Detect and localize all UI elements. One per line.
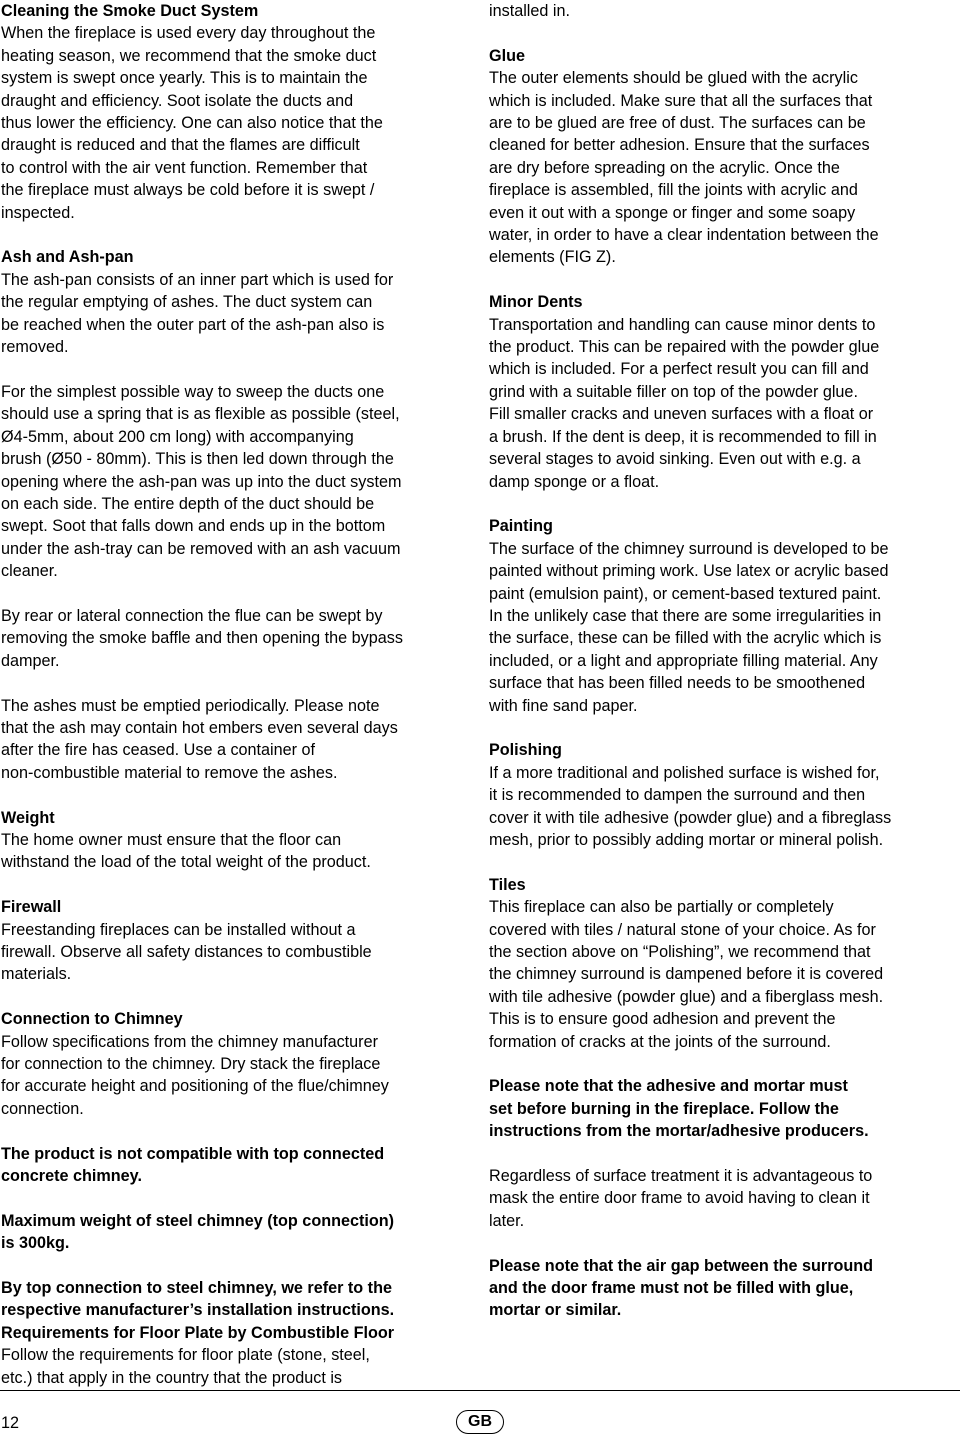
note-air-gap bbox=[489, 1255, 959, 1322]
note-top-connection bbox=[1, 1277, 471, 1322]
note-adhesive-mortar bbox=[489, 1075, 959, 1142]
text-line: Maximum weight of steel chimney (top connection) bbox=[1, 1211, 395, 1230]
section-weight bbox=[1, 807, 471, 874]
section-heading: Weight bbox=[1, 808, 55, 827]
text-line: be reached when the outer part of the ash-pan also is bbox=[1, 315, 385, 334]
text-line: Please note that the adhesive and mortar must bbox=[489, 1077, 848, 1096]
text-line: In the unlikely case that there are some irregularities in bbox=[489, 606, 882, 625]
text-line: are dry before spreading on the acrylic. Once the bbox=[489, 158, 840, 177]
note-not-compatible bbox=[1, 1143, 471, 1188]
text-line: grind with a suitable filler on top of the powder glue. bbox=[489, 382, 858, 401]
text-line: Regardless of surface treatment it is advantageous to bbox=[489, 1167, 873, 1186]
text-line: For the simplest possible way to sweep the ducts one bbox=[1, 382, 385, 401]
text-line: the section above on “Polishing”, we recommend that bbox=[489, 942, 871, 961]
text-line: The surface of the chimney surround is developed to be bbox=[489, 539, 889, 558]
text-line: By rear or lateral connection the flue can be swept by bbox=[1, 606, 383, 625]
section-painting bbox=[489, 515, 959, 717]
text-line: This is to ensure good adhesion and prevent the bbox=[489, 1010, 836, 1029]
paragraph-ashes bbox=[1, 695, 471, 785]
text-line: respective manufacturer’s installation instructions. bbox=[1, 1301, 395, 1320]
text-line: removing the smoke baffle and then opening the bypass bbox=[1, 629, 403, 648]
text-line: If a more traditional and polished surface is wished for, bbox=[489, 763, 880, 782]
text-line: instructions from the mortar/adhesive producers. bbox=[489, 1122, 869, 1141]
text-line: The product is not compatible with top connected bbox=[1, 1144, 385, 1163]
text-line: that the ash may contain hot embers even several days bbox=[1, 718, 398, 737]
text-line: etc.) that apply in the country that the product is bbox=[1, 1368, 343, 1387]
text-line: the surface, these can be filled with the acrylic which is bbox=[489, 629, 882, 648]
text-line: which is included. Make sure that all the surfaces that bbox=[489, 91, 873, 110]
section-heading: Requirements for Floor Plate by Combustible Floor bbox=[1, 1323, 395, 1342]
section-heading: Cleaning the Smoke Duct System bbox=[1, 2, 259, 20]
text-line: under the ash-tray can be removed with an ash vacuum bbox=[1, 539, 401, 558]
text-line: Please note that the air gap between the surround bbox=[489, 1256, 874, 1275]
section-smoke-duct bbox=[1, 0, 471, 224]
paragraph-continuation bbox=[489, 0, 959, 22]
text-line: The ash-pan consists of an inner part which is used for bbox=[1, 270, 394, 289]
text-line: damper. bbox=[1, 651, 60, 670]
text-line: even it out with a sponge or finger and some soapy bbox=[489, 203, 856, 222]
text-line: The ashes must be emptied periodically. Please note bbox=[1, 696, 380, 715]
text-line: it is recommended to dampen the surround and then bbox=[489, 786, 866, 805]
text-line: cover it with tile adhesive (powder glue) and a fibreglass bbox=[489, 808, 892, 827]
text-line: surface that has been filled needs to be smoothened bbox=[489, 674, 866, 693]
paragraph-sweeping bbox=[1, 381, 471, 583]
note-max-weight bbox=[1, 1210, 471, 1255]
text-line: the product. This can be repaired with the powder glue bbox=[489, 338, 880, 357]
text-line: for connection to the chimney. Dry stack the fireplace bbox=[1, 1054, 381, 1073]
text-line: removed. bbox=[1, 338, 69, 357]
text-line: which is included. For a perfect result you can fill and bbox=[489, 360, 869, 379]
left-column bbox=[1, 0, 471, 1389]
footer-divider bbox=[0, 1390, 960, 1391]
text-line: Transportation and handling can cause minor dents to bbox=[489, 315, 876, 334]
text-line: elements (FIG Z). bbox=[489, 248, 616, 267]
text-line: mesh, prior to possibly adding mortar or mineral polish. bbox=[489, 830, 884, 849]
text-line: Follow specifications from the chimney manufacturer bbox=[1, 1032, 378, 1051]
text-line: connection. bbox=[1, 1099, 84, 1118]
text-line: opening where the ash-pan was up into the duct system bbox=[1, 472, 402, 491]
text-line: Freestanding fireplaces can be installed without a bbox=[1, 920, 356, 939]
section-heading: Tiles bbox=[489, 875, 526, 894]
text-line: with fine sand paper. bbox=[489, 696, 638, 715]
text-line: fireplace is assembled, fill the joints with acrylic and bbox=[489, 181, 858, 200]
text-line: several stages to avoid sinking. Even out with e.g. a bbox=[489, 450, 861, 469]
text-line: draught and efficiency. Soot isolate the ducts and bbox=[1, 91, 354, 110]
text-line: When the fireplace is used every day throughout the bbox=[1, 24, 376, 43]
text-line: after the fire has ceased. Use a container of bbox=[1, 741, 316, 760]
text-line: painted without priming work. Use latex or acrylic based bbox=[489, 562, 889, 581]
text-line: By top connection to steel chimney, we refer to the bbox=[1, 1279, 392, 1297]
text-line: draught is reduced and that the flames are difficult bbox=[1, 136, 360, 155]
text-line: firewall. Observe all safety distances to combustible bbox=[1, 942, 372, 961]
text-line: to control with the air vent function. Remember that bbox=[1, 158, 368, 177]
text-line: withstand the load of the total weight of the product. bbox=[1, 853, 371, 872]
text-line: the chimney surround is dampened before it is covered bbox=[489, 965, 884, 984]
section-connection-to-chimney bbox=[1, 1008, 471, 1120]
text-line: the fireplace must always be cold before it is swept / bbox=[1, 181, 375, 200]
text-line: system is swept once yearly. This is to maintain the bbox=[1, 69, 368, 88]
text-line: water, in order to have a clear indentation between the bbox=[489, 226, 879, 245]
text-line: should use a spring that is as flexible as possible (steel, bbox=[1, 405, 400, 424]
text-line: materials. bbox=[1, 965, 72, 984]
text-line: included, or a light and appropriate filling material. Any bbox=[489, 651, 878, 670]
section-minor-dents bbox=[489, 291, 959, 493]
text-line: is 300kg. bbox=[1, 1234, 70, 1253]
text-line: paint (emulsion paint), or cement-based textured paint. bbox=[489, 584, 882, 603]
section-glue bbox=[489, 45, 959, 269]
text-line: covered with tiles / natural stone of your choice. As for bbox=[489, 920, 876, 939]
text-line: Fill smaller cracks and uneven surfaces with a float or bbox=[489, 405, 874, 424]
right-column bbox=[489, 0, 959, 1322]
text-line: formation of cracks at the joints of the surround. bbox=[489, 1032, 831, 1051]
section-heading: Painting bbox=[489, 517, 553, 536]
text-line: and the door frame must not be filled with glue, bbox=[489, 1279, 854, 1298]
language-badge: GB bbox=[456, 1410, 504, 1434]
text-line: a brush. If the dent is deep, it is recommended to fill in bbox=[489, 427, 877, 446]
text-line: heating season, we recommend that the smoke duct bbox=[1, 46, 377, 65]
text-line: are to be glued are free of dust. The surfaces can be bbox=[489, 114, 866, 133]
section-heading: Connection to Chimney bbox=[1, 1010, 183, 1029]
text-line: the regular emptying of ashes. The duct system can bbox=[1, 293, 373, 312]
text-line: on each side. The entire depth of the duct should be bbox=[1, 494, 375, 513]
text-line: cleaned for better adhesion. Ensure that the surfaces bbox=[489, 136, 870, 155]
text-line: Ø4-5mm, about 200 cm long) with accompanying bbox=[1, 427, 354, 446]
section-heading: Ash and Ash-pan bbox=[1, 248, 134, 267]
section-tiles bbox=[489, 874, 959, 1053]
section-heading: Firewall bbox=[1, 898, 62, 917]
paragraph-door-frame bbox=[489, 1165, 959, 1232]
text-line: later. bbox=[489, 1211, 525, 1230]
page-number: 12 bbox=[1, 1414, 20, 1432]
paragraph-rear-lateral bbox=[1, 605, 471, 672]
section-heading: Glue bbox=[489, 46, 525, 65]
section-ash-pan bbox=[1, 246, 471, 358]
text-line: brush (Ø50 - 80mm). This is then led down through the bbox=[1, 450, 394, 469]
text-line: The outer elements should be glued with the acrylic bbox=[489, 69, 858, 88]
section-polishing bbox=[489, 739, 959, 851]
text-line: damp sponge or a float. bbox=[489, 472, 660, 491]
section-heading: Polishing bbox=[489, 741, 562, 760]
text-line: The home owner must ensure that the floor can bbox=[1, 830, 342, 849]
text-line: mask the entire door frame to avoid having to clean it bbox=[489, 1189, 870, 1208]
text-line: with tile adhesive (powder glue) and a fiberglass mesh. bbox=[489, 987, 884, 1006]
section-floor-plate bbox=[1, 1322, 471, 1389]
text-line: for accurate height and positioning of the flue/chimney bbox=[1, 1077, 389, 1096]
text-line: non-combustible material to remove the ashes. bbox=[1, 763, 338, 782]
section-heading: Minor Dents bbox=[489, 293, 583, 312]
text-line: thus lower the efficiency. One can also notice that the bbox=[1, 114, 383, 133]
text-line: Follow the requirements for floor plate (stone, steel, bbox=[1, 1346, 370, 1365]
text-line: installed in. bbox=[489, 2, 570, 20]
text-line: inspected. bbox=[1, 203, 75, 222]
section-firewall bbox=[1, 896, 471, 986]
text-line: cleaner. bbox=[1, 562, 58, 581]
text-line: swept. Soot that falls down and ends up in the bottom bbox=[1, 517, 386, 536]
text-line: set before burning in the fireplace. Follow the bbox=[489, 1099, 839, 1118]
text-line: mortar or similar. bbox=[489, 1301, 622, 1320]
text-line: concrete chimney. bbox=[1, 1167, 142, 1185]
text-line: This fireplace can also be partially or completely bbox=[489, 898, 834, 917]
